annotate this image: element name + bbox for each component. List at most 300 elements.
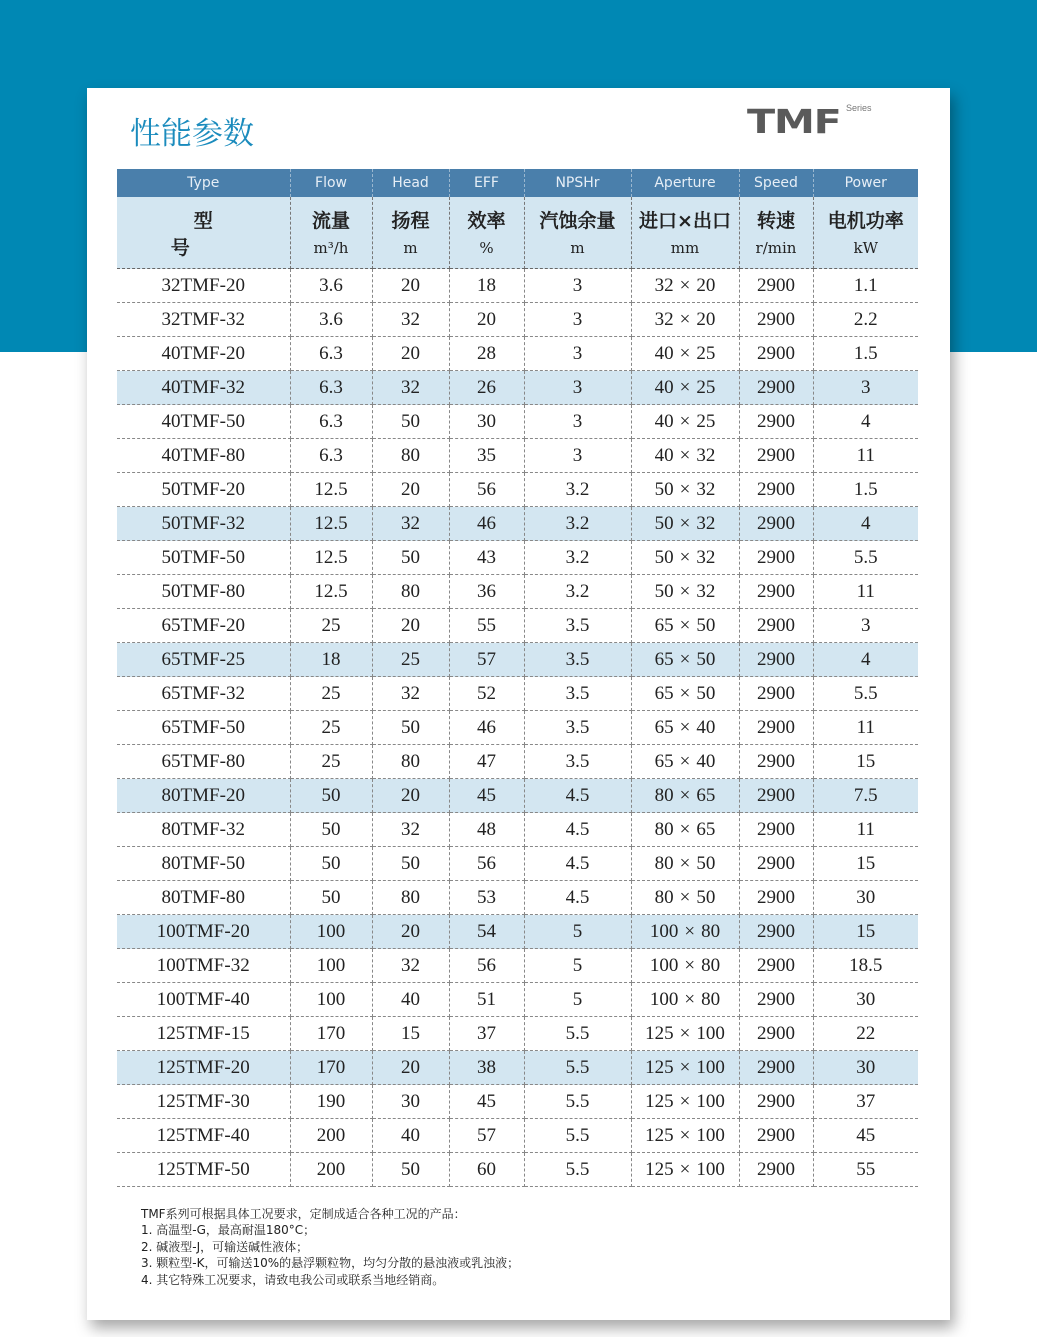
inlet-size: 125: [645, 1056, 674, 1078]
cell-flow: 100: [290, 915, 372, 949]
cell-aperture: [631, 405, 739, 439]
cell-power: 15: [813, 915, 918, 949]
inlet-size: 80: [654, 818, 674, 840]
cell-flow: 100: [290, 983, 372, 1017]
cell-power: 3: [813, 371, 918, 405]
cell-eff: 52: [449, 677, 524, 711]
cell-head: 50: [372, 405, 449, 439]
header-row-chinese: [117, 197, 918, 269]
inlet-size: 50: [654, 512, 674, 534]
cell-head: 32: [372, 813, 449, 847]
cell-speed: 2900: [739, 847, 813, 881]
cell-eff: 30: [449, 405, 524, 439]
cell-head: 80: [372, 881, 449, 915]
cell-speed: 2900: [739, 609, 813, 643]
cell-head: 32: [372, 677, 449, 711]
cell-speed: 2900: [739, 507, 813, 541]
col-header-flow: [290, 197, 372, 269]
outlet-size: 40: [696, 716, 716, 738]
cell-type: 125TMF-30: [117, 1085, 290, 1119]
table-row: [117, 1119, 918, 1153]
cell-flow: 25: [290, 609, 372, 643]
cell-speed: 2900: [739, 949, 813, 983]
times-symbol: ×: [679, 342, 691, 364]
inlet-size: 40: [654, 376, 674, 398]
inlet-size: 65: [654, 716, 674, 738]
cell-aperture: [631, 609, 739, 643]
cell-power: 11: [813, 575, 918, 609]
cell-type: 40TMF-32: [117, 371, 290, 405]
cell-eff: 60: [449, 1153, 524, 1187]
cell-eff: 57: [449, 643, 524, 677]
cell-speed: 2900: [739, 779, 813, 813]
cell-aperture: [631, 711, 739, 745]
cell-speed: 2900: [739, 711, 813, 745]
col-header-unit: %: [479, 238, 494, 257]
times-symbol: ×: [679, 818, 691, 840]
inlet-size: 50: [654, 580, 674, 602]
cell-type: 100TMF-40: [117, 983, 290, 1017]
cell-eff: 51: [449, 983, 524, 1017]
cell-eff: 45: [449, 779, 524, 813]
cell-aperture: [631, 1153, 739, 1187]
times-symbol: ×: [679, 512, 691, 534]
inlet-size: 100: [649, 920, 679, 942]
cell-type: 40TMF-50: [117, 405, 290, 439]
cell-npshr: 3.5: [524, 745, 631, 779]
times-symbol: ×: [679, 274, 691, 296]
cell-flow: 200: [290, 1119, 372, 1153]
cell-npshr: 5: [524, 949, 631, 983]
note-item: 2. 碱液型-J，可输送碱性液体；: [141, 1239, 309, 1254]
outlet-size: 100: [696, 1090, 725, 1112]
cell-head: 25: [372, 643, 449, 677]
cell-head: 20: [372, 915, 449, 949]
cell-eff: 53: [449, 881, 524, 915]
col-header-aperture: [631, 197, 739, 269]
cell-speed: 2900: [739, 1017, 813, 1051]
outlet-size: 65: [696, 818, 716, 840]
outlet-size: 100: [696, 1022, 725, 1044]
col-header-en: NPSHr: [524, 169, 631, 197]
cell-flow: 12.5: [290, 507, 372, 541]
times-symbol: ×: [679, 682, 691, 704]
outlet-size: 25: [696, 342, 716, 364]
cell-npshr: 4.5: [524, 779, 631, 813]
table-row: [117, 473, 918, 507]
cell-npshr: 5: [524, 915, 631, 949]
col-header-en: Speed: [739, 169, 813, 197]
cell-aperture: [631, 1051, 739, 1085]
table-row: [117, 779, 918, 813]
cell-type: 32TMF-32: [117, 303, 290, 337]
cell-power: 30: [813, 881, 918, 915]
inlet-size: 65: [654, 614, 674, 636]
cell-eff: 20: [449, 303, 524, 337]
cell-eff: 26: [449, 371, 524, 405]
col-header-en: Head: [372, 169, 449, 197]
cell-power: 4: [813, 643, 918, 677]
cell-speed: 2900: [739, 643, 813, 677]
col-header-cn: 扬程: [391, 209, 430, 232]
cell-eff: 57: [449, 1119, 524, 1153]
cell-flow: 6.3: [290, 439, 372, 473]
cell-aperture: [631, 779, 739, 813]
inlet-size: 80: [654, 784, 674, 806]
cell-speed: 2900: [739, 439, 813, 473]
cell-aperture: [631, 1119, 739, 1153]
cell-npshr: 3: [524, 269, 631, 303]
table-row: [117, 881, 918, 915]
outlet-size: 100: [696, 1124, 725, 1146]
col-header-npshr: [524, 197, 631, 269]
table-row: [117, 405, 918, 439]
cell-npshr: 3.2: [524, 507, 631, 541]
cell-eff: 55: [449, 609, 524, 643]
cell-aperture: [631, 439, 739, 473]
cell-aperture: [631, 541, 739, 575]
times-symbol: ×: [679, 1124, 691, 1146]
cell-power: 30: [813, 983, 918, 1017]
cell-eff: 38: [449, 1051, 524, 1085]
cell-aperture: [631, 915, 739, 949]
cell-flow: 200: [290, 1153, 372, 1187]
cell-type: 65TMF-20: [117, 609, 290, 643]
cell-head: 30: [372, 1085, 449, 1119]
col-header-en: EFF: [449, 169, 524, 197]
cell-speed: 2900: [739, 575, 813, 609]
col-header-eff: [449, 197, 524, 269]
cell-power: 30: [813, 1051, 918, 1085]
times-symbol: ×: [679, 648, 691, 670]
cell-eff: 36: [449, 575, 524, 609]
times-symbol: ×: [679, 1056, 691, 1078]
table-row: [117, 609, 918, 643]
cell-speed: 2900: [739, 983, 813, 1017]
table-body: [117, 269, 918, 1187]
cell-power: 15: [813, 745, 918, 779]
brand-series-label: Series: [846, 103, 872, 113]
cell-flow: 12.5: [290, 541, 372, 575]
cell-speed: 2900: [739, 337, 813, 371]
outlet-size: 50: [696, 614, 716, 636]
cell-speed: 2900: [739, 915, 813, 949]
cell-flow: 50: [290, 881, 372, 915]
page-title: 性能参数: [130, 116, 254, 152]
cell-npshr: 3.2: [524, 575, 631, 609]
cell-power: 2.2: [813, 303, 918, 337]
col-header-cn: 转速: [756, 209, 795, 232]
inlet-size: 125: [645, 1090, 674, 1112]
cell-power: 5.5: [813, 677, 918, 711]
cell-aperture: [631, 269, 739, 303]
cell-flow: 12.5: [290, 575, 372, 609]
inlet-size: 125: [645, 1158, 674, 1180]
cell-speed: 2900: [739, 1085, 813, 1119]
cell-eff: 37: [449, 1017, 524, 1051]
cell-type: 80TMF-32: [117, 813, 290, 847]
cell-aperture: [631, 1017, 739, 1051]
cell-eff: 18: [449, 269, 524, 303]
table-row: [117, 847, 918, 881]
inlet-size: 80: [654, 852, 674, 874]
cell-flow: 170: [290, 1017, 372, 1051]
cell-npshr: 3.5: [524, 643, 631, 677]
cell-speed: 2900: [739, 269, 813, 303]
cell-type: 50TMF-32: [117, 507, 290, 541]
outlet-size: 80: [701, 988, 721, 1010]
cell-power: 4: [813, 405, 918, 439]
col-header-cn: 流量: [311, 209, 350, 232]
cell-flow: 6.3: [290, 405, 372, 439]
cell-power: 45: [813, 1119, 918, 1153]
cell-aperture: [631, 677, 739, 711]
inlet-size: 65: [654, 682, 674, 704]
col-header-unit: m: [570, 238, 585, 257]
times-symbol: ×: [679, 308, 691, 330]
cell-flow: 6.3: [290, 337, 372, 371]
times-symbol: ×: [679, 716, 691, 738]
times-symbol: ×: [679, 750, 691, 772]
col-header-unit: r/min: [755, 238, 797, 257]
cell-head: 50: [372, 711, 449, 745]
cell-type: 40TMF-20: [117, 337, 290, 371]
cell-type: 65TMF-50: [117, 711, 290, 745]
col-header-en: Flow: [290, 169, 372, 197]
table-row: [117, 1051, 918, 1085]
cell-npshr: 3: [524, 405, 631, 439]
cell-aperture: [631, 303, 739, 337]
inlet-size: 50: [654, 546, 674, 568]
times-symbol: ×: [679, 1022, 691, 1044]
cell-eff: 56: [449, 847, 524, 881]
cell-eff: 46: [449, 507, 524, 541]
brand-logo: TMF: [747, 102, 841, 141]
outlet-size: 50: [696, 648, 716, 670]
cell-aperture: [631, 337, 739, 371]
cell-npshr: 5.5: [524, 1085, 631, 1119]
outlet-size: 80: [701, 954, 721, 976]
cell-speed: 2900: [739, 405, 813, 439]
cell-speed: 2900: [739, 541, 813, 575]
col-header-speed: [739, 197, 813, 269]
inlet-size: 50: [654, 478, 674, 500]
cell-speed: 2900: [739, 813, 813, 847]
table-row: [117, 541, 918, 575]
cell-head: 20: [372, 1051, 449, 1085]
cell-head: 32: [372, 371, 449, 405]
cell-flow: 170: [290, 1051, 372, 1085]
table-row: [117, 303, 918, 337]
cell-type: 80TMF-50: [117, 847, 290, 881]
cell-eff: 56: [449, 949, 524, 983]
cell-power: 15: [813, 847, 918, 881]
cell-npshr: 3.2: [524, 541, 631, 575]
cell-flow: 3.6: [290, 269, 372, 303]
outlet-size: 50: [696, 886, 716, 908]
cell-aperture: [631, 745, 739, 779]
cell-type: 80TMF-20: [117, 779, 290, 813]
cell-eff: 47: [449, 745, 524, 779]
times-symbol: ×: [679, 478, 691, 500]
table-row: [117, 949, 918, 983]
cell-eff: 43: [449, 541, 524, 575]
cell-npshr: 5: [524, 983, 631, 1017]
cell-npshr: 5.5: [524, 1051, 631, 1085]
times-symbol: ×: [679, 852, 691, 874]
outlet-size: 50: [696, 682, 716, 704]
times-symbol: ×: [679, 376, 691, 398]
table-row: [117, 371, 918, 405]
cell-power: 5.5: [813, 541, 918, 575]
table-row: [117, 711, 918, 745]
outlet-size: 25: [696, 410, 716, 432]
spec-card: [87, 88, 950, 1320]
col-header-en: Power: [813, 169, 918, 197]
cell-npshr: 4.5: [524, 881, 631, 915]
cell-power: 11: [813, 439, 918, 473]
cell-speed: 2900: [739, 1119, 813, 1153]
cell-power: 4: [813, 507, 918, 541]
inlet-size: 65: [654, 750, 674, 772]
cell-speed: 2900: [739, 371, 813, 405]
cell-type: 100TMF-20: [117, 915, 290, 949]
cell-type: 100TMF-32: [117, 949, 290, 983]
cell-aperture: [631, 1085, 739, 1119]
cell-aperture: [631, 983, 739, 1017]
times-symbol: ×: [684, 954, 696, 976]
cell-npshr: 3.5: [524, 677, 631, 711]
cell-type: 125TMF-15: [117, 1017, 290, 1051]
cell-eff: 56: [449, 473, 524, 507]
inlet-size: 125: [645, 1124, 674, 1146]
cell-aperture: [631, 507, 739, 541]
col-header-en: Type: [117, 169, 290, 197]
cell-type: 50TMF-50: [117, 541, 290, 575]
cell-flow: 25: [290, 711, 372, 745]
cell-speed: 2900: [739, 677, 813, 711]
cell-power: 3: [813, 609, 918, 643]
col-header-power: [813, 197, 918, 269]
outlet-size: 65: [696, 784, 716, 806]
table-row: [117, 507, 918, 541]
inlet-size: 32: [654, 274, 674, 296]
cell-type: 80TMF-80: [117, 881, 290, 915]
cell-aperture: [631, 371, 739, 405]
note-item: 1. 高温型-G，最高耐温180°C；: [141, 1223, 316, 1238]
times-symbol: ×: [684, 920, 696, 942]
cell-speed: 2900: [739, 473, 813, 507]
table-row: [117, 1153, 918, 1187]
times-symbol: ×: [679, 1090, 691, 1112]
cell-speed: 2900: [739, 1051, 813, 1085]
cell-eff: 35: [449, 439, 524, 473]
outlet-size: 32: [696, 444, 716, 466]
cell-head: 32: [372, 949, 449, 983]
cell-power: 18.5: [813, 949, 918, 983]
cell-type: 40TMF-80: [117, 439, 290, 473]
inlet-size: 40: [654, 410, 674, 432]
inlet-size: 100: [649, 954, 679, 976]
outlet-size: 25: [696, 376, 716, 398]
cell-npshr: 5.5: [524, 1153, 631, 1187]
cell-aperture: [631, 813, 739, 847]
cell-npshr: 3: [524, 439, 631, 473]
table-row: [117, 439, 918, 473]
cell-head: 40: [372, 1119, 449, 1153]
cell-power: 11: [813, 711, 918, 745]
inlet-size: 65: [654, 648, 674, 670]
cell-type: 125TMF-20: [117, 1051, 290, 1085]
col-header-cn: 电机功率: [827, 209, 904, 232]
cell-flow: 25: [290, 677, 372, 711]
cell-head: 80: [372, 745, 449, 779]
cell-aperture: [631, 473, 739, 507]
outlet-size: 20: [696, 274, 716, 296]
col-header-cn: 汽蚀余量: [539, 209, 616, 232]
col-header-en: Aperture: [631, 169, 739, 197]
cell-npshr: 5.5: [524, 1119, 631, 1153]
notes-section: [141, 1206, 519, 1288]
cell-type: 50TMF-80: [117, 575, 290, 609]
times-symbol: ×: [679, 580, 691, 602]
inlet-size: 125: [645, 1022, 674, 1044]
cell-type: 32TMF-20: [117, 269, 290, 303]
outlet-size: 50: [696, 852, 716, 874]
header-row-english: [117, 169, 918, 197]
cell-npshr: 4.5: [524, 813, 631, 847]
cell-npshr: 3: [524, 337, 631, 371]
table-row: [117, 915, 918, 949]
cell-power: 11: [813, 813, 918, 847]
cell-flow: 50: [290, 847, 372, 881]
cell-speed: 2900: [739, 881, 813, 915]
cell-type: 125TMF-50: [117, 1153, 290, 1187]
cell-head: 40: [372, 983, 449, 1017]
cell-speed: 2900: [739, 303, 813, 337]
cell-power: 1.5: [813, 337, 918, 371]
outlet-size: 100: [696, 1056, 725, 1078]
table-row: [117, 1085, 918, 1119]
cell-head: 20: [372, 779, 449, 813]
cell-flow: 18: [290, 643, 372, 677]
cell-head: 20: [372, 609, 449, 643]
cell-power: 7.5: [813, 779, 918, 813]
col-header-cn: 效率: [467, 209, 506, 232]
cell-aperture: [631, 881, 739, 915]
cell-power: 22: [813, 1017, 918, 1051]
table-row: [117, 269, 918, 303]
cell-power: 55: [813, 1153, 918, 1187]
col-header-cn: 型号: [170, 209, 259, 259]
cell-head: 32: [372, 507, 449, 541]
cell-flow: 25: [290, 745, 372, 779]
cell-npshr: 3: [524, 371, 631, 405]
performance-table: [117, 169, 918, 1187]
cell-head: 50: [372, 1153, 449, 1187]
cell-speed: 2900: [739, 745, 813, 779]
table-row: [117, 337, 918, 371]
cell-power: 1.1: [813, 269, 918, 303]
times-symbol: ×: [679, 410, 691, 432]
outlet-size: 100: [696, 1158, 725, 1180]
inlet-size: 80: [654, 886, 674, 908]
cell-head: 20: [372, 269, 449, 303]
inlet-size: 40: [654, 342, 674, 364]
times-symbol: ×: [679, 444, 691, 466]
outlet-size: 32: [696, 546, 716, 568]
col-header-unit: m: [403, 238, 418, 257]
